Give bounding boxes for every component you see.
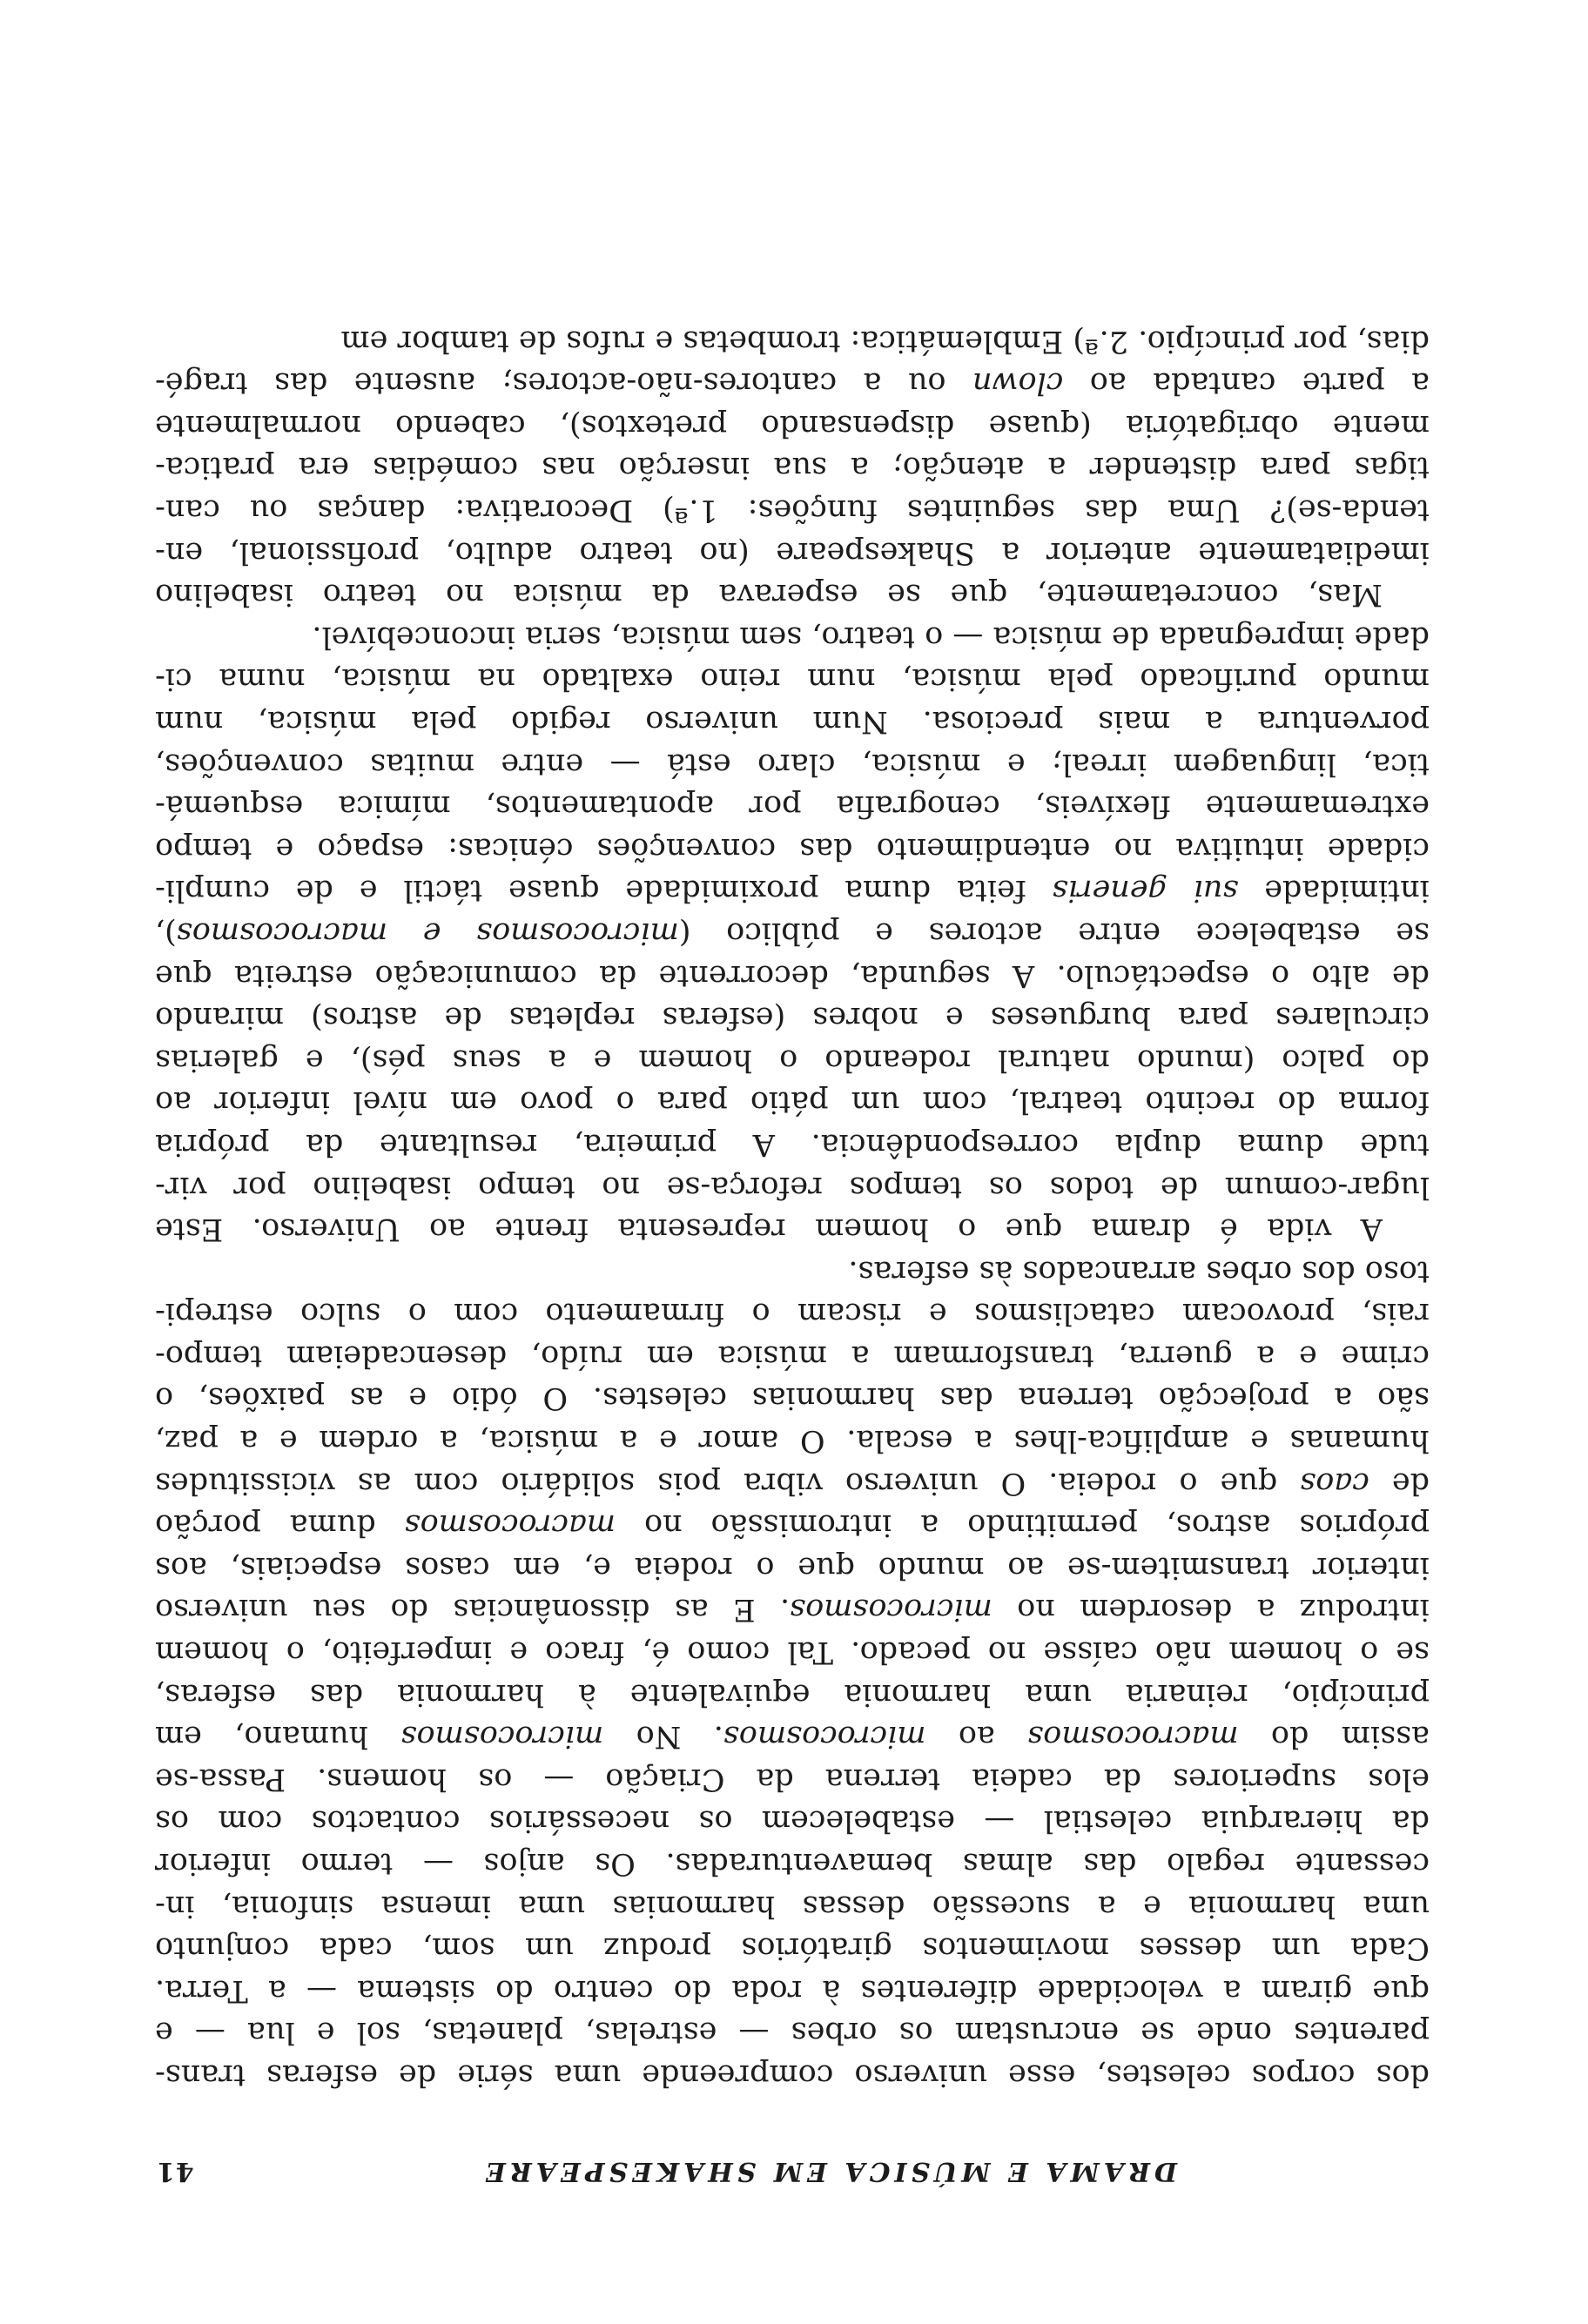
text-run: que o rodeia. O universo vibra pois solidário com as vicissitudes [155, 1465, 1301, 1501]
text-run: de [1369, 1465, 1430, 1501]
paragraph [155, 615, 1430, 1250]
text-run: Cada um desses movimentos giratórios produz um som, cada conjunto [155, 1931, 1430, 1966]
text-line [155, 1842, 1430, 1884]
text-run: assim do [1238, 1719, 1430, 1755]
text-line [155, 658, 1430, 701]
text-run: porventura a mais preciosa. Num universo regido pela música, num [155, 704, 1430, 739]
text-line [155, 1334, 1430, 1377]
text-line [155, 1969, 1430, 2012]
italic-term: macrocosmos [404, 1508, 616, 1543]
text-line [155, 827, 1430, 870]
text-line [155, 1589, 1430, 1631]
running-head [156, 2156, 1431, 2186]
text-line [155, 700, 1430, 742]
text-run: feita duma proximidade quase táctil e de cumpli- [155, 873, 1053, 909]
text-line [155, 1927, 1430, 1970]
text-line [155, 1377, 1430, 1420]
text-line [155, 319, 1430, 362]
text-run: dias, por princípio. 2.ª) Emblemática: trombetas e rufos de tambor em [340, 323, 1430, 359]
text-run: rais, provocam cataclismos e riscam o firmamento com o sulco estrepi- [155, 1296, 1430, 1332]
text-run: Mas, concretamente, que se esperava da música no teatro isabelino [155, 577, 1383, 613]
text-line [155, 1716, 1430, 1758]
text-run: forma do recinto teatral, com um pátio para o povo em nível inferior ao [155, 1085, 1430, 1120]
text-run: toso dos orbes arrancados às esferas. [848, 1253, 1430, 1289]
page-number: 41 [156, 2156, 194, 2186]
text-line [155, 911, 1430, 954]
text-line [155, 574, 1430, 616]
text-run: dade impregnada de música — o teatro, sem música, seria inconcebível. [312, 619, 1430, 655]
text-line [155, 1884, 1430, 1927]
text-run: tude duma dupla correspondência. A primeira, resultante da própria [155, 1126, 1430, 1162]
text-line [155, 1757, 1430, 1800]
text-line [155, 1504, 1430, 1547]
text-line [155, 997, 1430, 1039]
text-run: tenda-se)? Uma das seguintes funções: 1.ª) Decorativa: danças ou can- [155, 493, 1430, 528]
text-run: ao [925, 1719, 1028, 1755]
text-run: dos corpos celestes, esse universo compreende uma série de esferas trans- [155, 2058, 1430, 2092]
italic-term: microcosmos [400, 1719, 604, 1755]
text-line [155, 1293, 1430, 1335]
text-line [155, 1461, 1430, 1504]
text-line [155, 1165, 1430, 1208]
text-line [155, 1546, 1430, 1589]
text-line [155, 362, 1430, 405]
text-run: intimidade [1238, 873, 1430, 909]
text-run: lugar-comum de todos os tempos reforça-se no tempo isabelino por vir- [155, 1169, 1430, 1205]
text-run: interior transmitem-se ao mundo que o rodeia e, em casos especiais, aos [155, 1549, 1430, 1585]
italic-term: macrocosmos [1027, 1719, 1239, 1755]
text-line [155, 785, 1430, 828]
text-run: próprios astros, permitindo a intromissão no [616, 1508, 1430, 1543]
text-line [155, 615, 1430, 658]
text-run: do palco (mundo natural rodeando o homem e a seus pés), e galerias [155, 1042, 1430, 1078]
italic-term: microcosmos [723, 1719, 926, 1755]
text-line [155, 1420, 1430, 1462]
text-run: humano, em [155, 1719, 401, 1755]
text-line [155, 2012, 1430, 2054]
paragraph [155, 319, 1430, 615]
text-run: introduz a desordem no [992, 1592, 1430, 1628]
text-line [155, 742, 1430, 785]
text-run: elos superiores da cadeia terrena da Criação — os homens. Passa-se [155, 1761, 1430, 1797]
text-line [155, 488, 1430, 531]
text-run: A vida é drama que o homem representa frente ao Universo. Este [155, 1212, 1383, 1247]
italic-term: clown [972, 366, 1064, 401]
text-run: da hierarquia celestial — estabelecem os necessários contactos com os [155, 1803, 1430, 1839]
text-run: a parte cantada ao [1063, 366, 1430, 401]
text-run: se estabelece entre actores e público ( [678, 915, 1430, 950]
text-line [155, 1038, 1430, 1081]
text-line [155, 447, 1430, 489]
text-line [155, 531, 1430, 574]
text-run: ou a cantores-não-actores; ausente das tragé- [155, 366, 972, 401]
text-line [155, 954, 1430, 997]
text-run: tica, linguagem irreal; e música, claro está — entre muitas convenções, [155, 746, 1430, 782]
text-run: são a projecção terrena das harmonias celestes. O ódio e as paixões, o [155, 1380, 1430, 1416]
text-line [155, 1800, 1430, 1843]
text-run: . E as dissonâncias do seu universo [155, 1592, 791, 1628]
text-run: mundo purificado pela música, num reino exaltado na música, numa ci- [155, 662, 1430, 697]
text-run: ), [155, 915, 177, 950]
italic-term: sui generis [1052, 873, 1239, 909]
text-run: humanas e amplifica-lhes a escala. O amor e a música, a ordem e a paz, [155, 1423, 1430, 1459]
text-run: princípio, reinaria uma harmonia equivalente à harmonia das esferas, [155, 1676, 1430, 1712]
body-text [155, 319, 1430, 2096]
text-run: crime e a guerra, transformam a música em ruído, desencadeiam tempo- [155, 1338, 1430, 1374]
text-run: cidade intuitiva no entendimento das convenções cénicas: espaço e tempo [155, 830, 1430, 866]
text-run: mente obrigatória (quase dispensando pretextos), cabendo normalmente [155, 407, 1430, 443]
text-run: se o homem não caísse no pecado. Tal como é, fraco e imperfeito, o homem [155, 1635, 1430, 1670]
text-line [155, 1630, 1430, 1673]
italic-term: caos [1300, 1465, 1369, 1501]
text-run: . No [603, 1719, 723, 1755]
text-line [155, 870, 1430, 912]
text-line [155, 1250, 1430, 1293]
text-run: que giram a velocidade diferentes à roda do centro do sistema — a Terra. [155, 1972, 1430, 2008]
text-run: uma harmonia e a sucessão dessas harmonias uma imensa sinfonia, in- [155, 1888, 1430, 1924]
text-run: duma porção [155, 1508, 405, 1543]
text-run: cessante regalo das almas bemaventuradas. Os anjos — termo inferior [155, 1846, 1430, 1882]
text-line [155, 1673, 1430, 1716]
text-line [155, 1081, 1430, 1124]
running-title: DRAMA E MÚSICA EM SHAKESPEARE [481, 2156, 1177, 2186]
italic-term: microcosmos [790, 1592, 992, 1628]
text-run: extremamente flexíveis, cenografia por apontamentos, mímica esquemá- [155, 789, 1430, 824]
text-line [155, 1123, 1430, 1165]
text-line [155, 404, 1430, 447]
text-run: tigas para distender a atenção; a sua inserção nas comédias era pratica- [155, 450, 1430, 486]
text-run: circulares para burgueses e nobres (esferas repletas de astros) mirando [155, 1000, 1430, 1036]
text-run: de alto o espectáculo. A segunda, decorrente da comunicação estreita que [155, 957, 1430, 993]
text-line [155, 2053, 1430, 2096]
text-line [155, 1208, 1430, 1251]
text-run: imediatamente anterior a Shakespeare (no teatro adulto, profissional, en- [155, 534, 1430, 570]
text-run: parentes onde se encrustam os orbes — estrelas, planetas, sol e lua — e [155, 2015, 1430, 2051]
paragraph [155, 1250, 1430, 2096]
italic-term: microcosmos e macrocosmos [176, 915, 679, 950]
